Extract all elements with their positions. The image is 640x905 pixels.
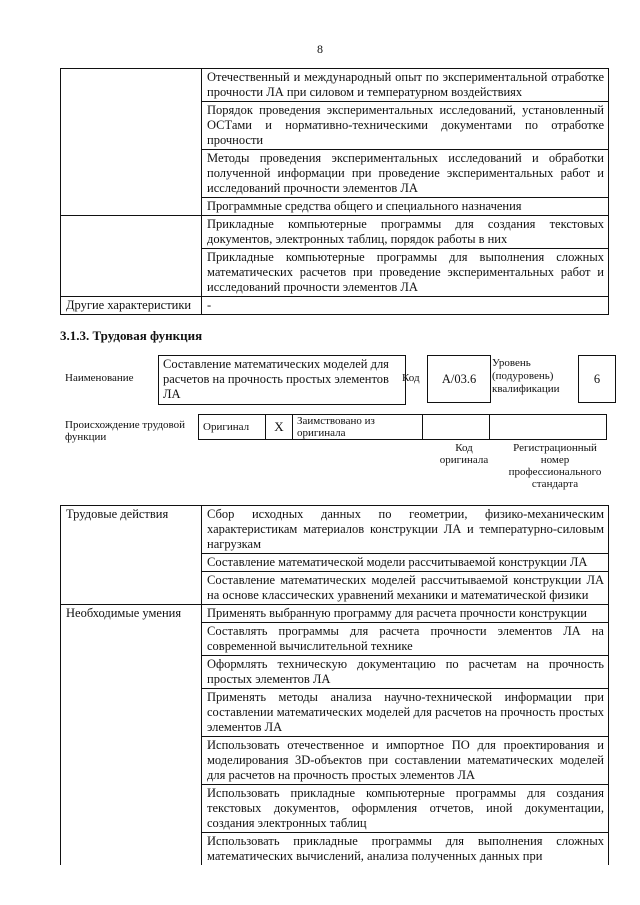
skills-label: Необходимые умения (61, 605, 202, 866)
table-cell: Применять методы анализа научно-технической информации при составлении математических моделей для расчетов на прочность простых элементов ЛА (202, 689, 609, 737)
level-label: Уровень (подуровень) квалификации (492, 357, 560, 395)
table-cell: Применять выбранную программу для расчета прочности конструкции (202, 605, 609, 623)
origin-table (198, 414, 607, 440)
table-row (61, 605, 609, 623)
table-row (61, 297, 609, 315)
code-original-label: Код оригинала (439, 442, 489, 466)
reg-number-label: Регистрационный номер профессионального стандарта (508, 442, 602, 490)
section-title: 3.1.3. Трудовая функция (60, 328, 203, 343)
other-characteristics-label: Другие характеристики (61, 297, 202, 315)
table-cell: Составлять программы для расчета прочности элементов ЛА на современной вычислительной технике (202, 623, 609, 656)
table-cell: Программные средства общего и специального назначения (202, 198, 609, 216)
function-name-box: Составление математических моделей для расчетов на прочность простых элементов ЛА (158, 355, 406, 405)
table-cell: Использовать прикладные компьютерные программы для создания текстовых документов, оформления отчетов, иной документации, создания электронных таблиц (202, 785, 609, 833)
code-value-box: A/03.6 (427, 355, 491, 403)
table-label-cell (61, 216, 202, 297)
borrowed-label: Заимствовано из оригинала (293, 415, 423, 440)
knowledge-table (60, 68, 609, 315)
table-label-cell (61, 69, 202, 216)
actions-label: Трудовые действия (61, 506, 202, 605)
table-row (61, 506, 609, 554)
table-cell: Отечественный и международный опыт по экспериментальной отработке прочности ЛА при силовом и температурном воздействиях (202, 69, 609, 102)
table-cell: Использовать прикладные программы для выполнения сложных математических вычислений, анализа полученных данных при (202, 833, 609, 866)
table-cell: Сбор исходных данных по геометрии, физико-механическим характеристикам материалов конструкции ЛА и температурно-силовым нагрузкам (202, 506, 609, 554)
table-cell: Составление математической модели рассчитываемой конструкции ЛА (202, 554, 609, 572)
table-cell: Прикладные компьютерные программы для создания текстовых документов, электронных таблиц, порядок работы в них (202, 216, 609, 249)
table-cell: Оформлять техническую документацию по расчетам на прочность простых элементов ЛА (202, 656, 609, 689)
function-header (60, 355, 615, 415)
original-label: Оригинал (199, 415, 266, 440)
origin-block (60, 414, 615, 494)
origin-label: Происхождение трудовой функции (65, 419, 186, 443)
function-details-table (60, 505, 609, 865)
table-cell: - (202, 297, 609, 315)
table-cell: Составление математических моделей рассчитываемой конструкции ЛА на основе классических уравнений механики и математической физики (202, 572, 609, 605)
table-row (61, 69, 609, 102)
level-value-box: 6 (578, 355, 616, 403)
page-number: 8 (317, 42, 323, 56)
table-cell: Прикладные компьютерные программы для выполнения сложных математических расчетов при проведение экспериментальных работ и исследований прочности элементов ЛА (202, 249, 609, 297)
code-original-cell (423, 415, 490, 440)
table-cell: Использовать отечественное и импортное ПО для проектирования и моделирования 3D-объектов при составлении математических моделей для расчетов на прочность простых элементов ЛА (202, 737, 609, 785)
code-label: Код (402, 372, 420, 384)
table-cell: Методы проведения экспериментальных исследований и обработки полученной информации при проведение экспериментальных работ и исследований прочности элементов ЛА (202, 150, 609, 198)
table-cell: Порядок проведения экспериментальных исследований, установленный ОСТами и нормативно-техническими документами по отработке прочности (202, 102, 609, 150)
original-mark: X (266, 415, 293, 440)
table-row (199, 415, 607, 440)
reg-number-cell (490, 415, 607, 440)
table-row (61, 216, 609, 249)
name-label: Наименование (65, 372, 134, 384)
